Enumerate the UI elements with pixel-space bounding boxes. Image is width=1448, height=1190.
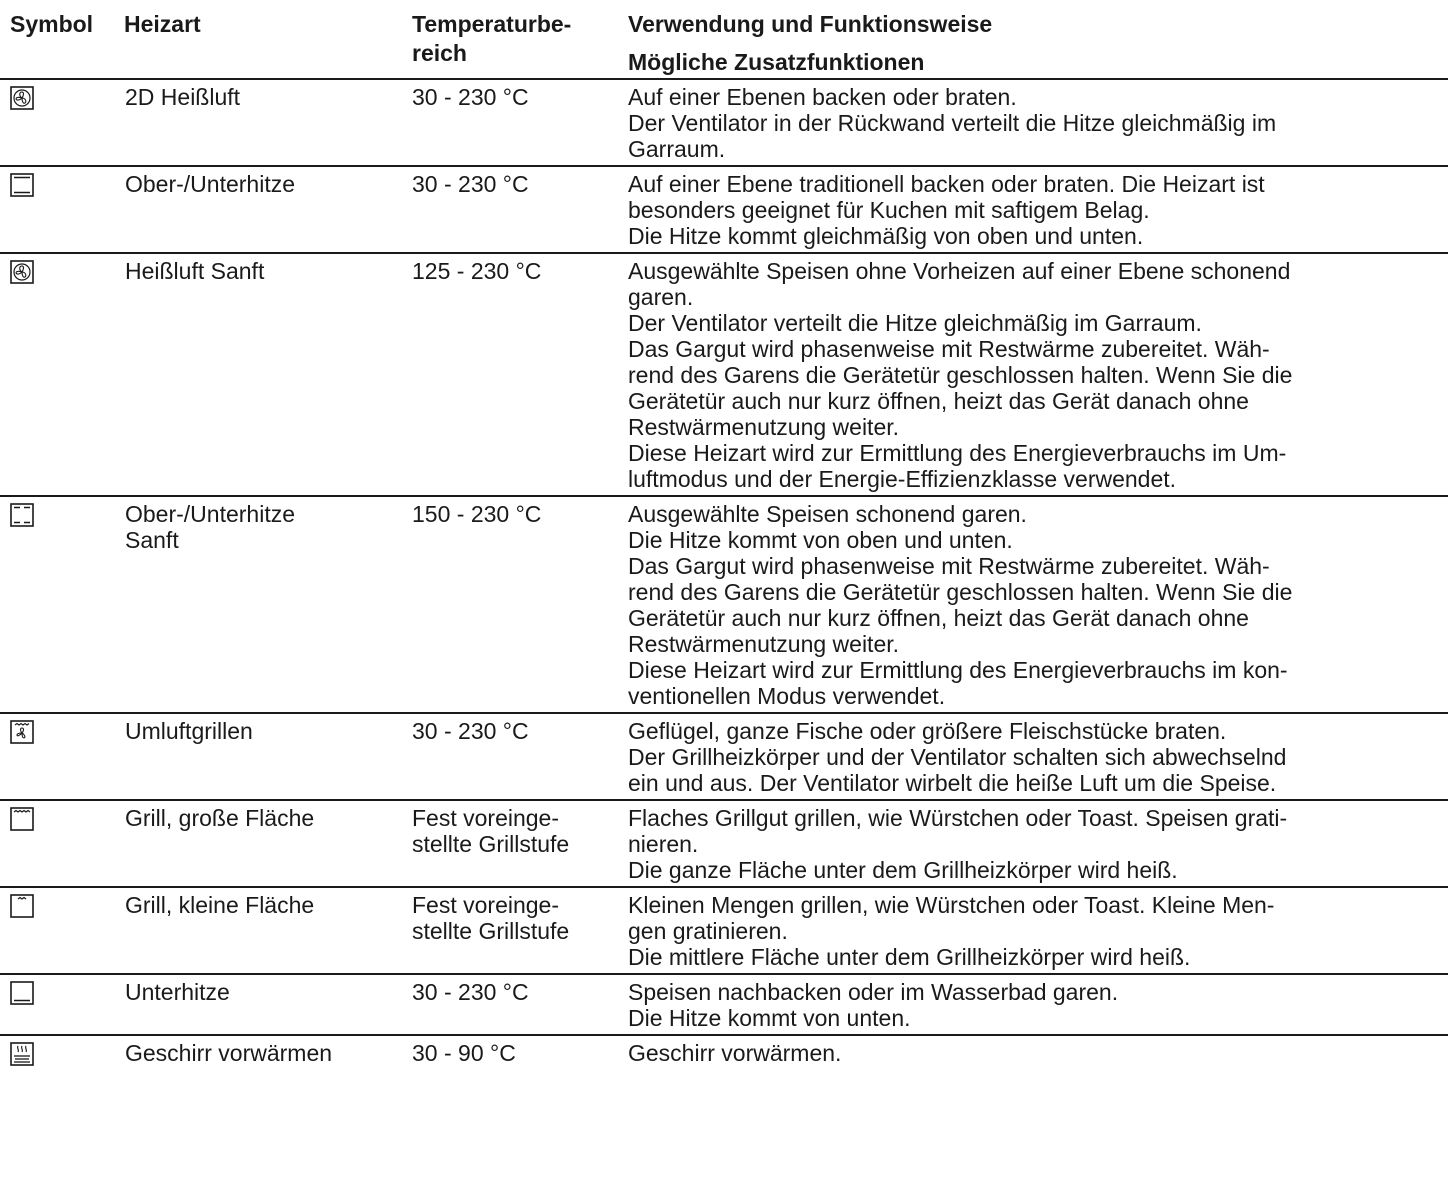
usage-line: Die ganze Fläche unter dem Grillheizkörper wird heiß. bbox=[628, 857, 1178, 883]
temperature-cell: 30 - 230 °C bbox=[412, 979, 529, 1005]
symbol-cell bbox=[0, 80, 112, 165]
usage-line: Die mittlere Fläche unter dem Grillheizkörper wird heiß. bbox=[628, 944, 1191, 970]
temperature-cell: 30 - 230 °C bbox=[412, 84, 529, 110]
temperature-cell: 30 - 230 °C bbox=[412, 718, 529, 744]
usage-line: Kleinen Mengen grillen, wie Würstchen oder Toast. Kleine Men- bbox=[628, 892, 1275, 918]
table-row bbox=[0, 886, 1448, 973]
usage-line: Speisen nachbacken oder im Wasserbad garen. bbox=[628, 979, 1119, 1005]
usage-line: Ausgewählte Speisen schonend garen. bbox=[628, 501, 1027, 527]
symbol-cell bbox=[0, 975, 112, 1034]
fan-icon bbox=[10, 86, 34, 110]
header-temperature bbox=[402, 8, 617, 77]
usage-cell bbox=[617, 167, 1448, 252]
temperature-cell: 30 - 230 °C bbox=[412, 171, 529, 197]
usage-line: garen. bbox=[628, 284, 694, 310]
usage-line: Restwärmenutzung weiter. bbox=[628, 631, 900, 657]
usage-line: rend des Garens die Gerätetür geschlossen halten. Wenn Sie die bbox=[628, 362, 1293, 388]
usage-line: Auf einer Ebene traditionell backen oder braten. Die Heizart ist bbox=[628, 171, 1265, 197]
usage-line: Ausgewählte Speisen ohne Vorheizen auf einer Ebene schonend bbox=[628, 258, 1291, 284]
usage-line: nieren. bbox=[628, 831, 699, 857]
usage-line: Flaches Grillgut grillen, wie Würstchen oder Toast. Speisen grati- bbox=[628, 805, 1288, 831]
header-symbol: Symbol bbox=[10, 11, 94, 37]
usage-cell bbox=[617, 80, 1448, 165]
usage-line: besonders geeignet für Kuchen mit saftigem Belag. bbox=[628, 197, 1150, 223]
usage-cell bbox=[617, 801, 1448, 886]
usage-line: Gerätetür auch nur kurz öffnen, heizt das Gerät danach ohne bbox=[628, 605, 1249, 631]
usage-line: Der Grillheizkörper und der Ventilator schalten sich abwechselnd bbox=[628, 744, 1287, 770]
usage-line: ventionellen Modus verwendet. bbox=[628, 683, 946, 709]
usage-line: rend des Garens die Gerätetür geschlossen halten. Wenn Sie die bbox=[628, 579, 1293, 605]
plate-warming-icon bbox=[10, 1042, 34, 1066]
table-row bbox=[0, 495, 1448, 712]
usage-cell bbox=[617, 497, 1448, 712]
usage-line: Gerätetür auch nur kurz öffnen, heizt das Gerät danach ohne bbox=[628, 388, 1249, 414]
usage-line: Diese Heizart wird zur Ermittlung des Energieverbrauchs im Um- bbox=[628, 440, 1287, 466]
heizart-cell: Ober-/Unterhitze Sanft bbox=[125, 501, 296, 553]
usage-line: Diese Heizart wird zur Ermittlung des Energieverbrauchs im kon- bbox=[628, 657, 1288, 683]
usage-line: Auf einer Ebenen backen oder braten. bbox=[628, 84, 1017, 110]
header-usage bbox=[617, 8, 1448, 77]
symbol-cell bbox=[0, 801, 112, 886]
usage-line: Der Ventilator verteilt die Hitze gleichmäßig im Garraum. bbox=[628, 310, 1202, 336]
heizart-cell: Ober-/Unterhitze bbox=[125, 171, 296, 197]
symbol-cell bbox=[0, 1036, 112, 1074]
bottom-heat-icon bbox=[10, 981, 34, 1005]
fan-gentle-icon bbox=[10, 260, 34, 284]
header-usage-title: Verwendung und Funktionsweise bbox=[628, 11, 993, 37]
symbol-cell bbox=[0, 714, 112, 799]
grill-large-icon bbox=[10, 807, 34, 831]
heizart-cell: 2D Heißluft bbox=[125, 84, 241, 110]
heizart-cell: Umluftgrillen bbox=[125, 718, 253, 744]
table-row bbox=[0, 712, 1448, 799]
usage-line: Geflügel, ganze Fische oder größere Fleischstücke braten. bbox=[628, 718, 1227, 744]
heizart-cell: Heißluft Sanft bbox=[125, 258, 265, 284]
header-temperature-text: Temperaturbe- reich bbox=[412, 11, 572, 66]
usage-line: luftmodus und der Energie-Effizienzklasse verwendet. bbox=[628, 466, 1177, 492]
temperature-cell: 30 - 90 °C bbox=[412, 1040, 516, 1066]
table-row bbox=[0, 78, 1448, 165]
usage-line: Geschirr vorwärmen. bbox=[628, 1040, 842, 1066]
temperature-cell: Fest voreinge- stellte Grillstufe bbox=[412, 805, 570, 857]
symbol-cell bbox=[0, 888, 112, 973]
heizart-cell: Unterhitze bbox=[125, 979, 230, 1005]
top-bottom-heat-icon bbox=[10, 173, 34, 197]
symbol-cell bbox=[0, 167, 112, 252]
heating-modes-table bbox=[0, 8, 1448, 1074]
table-row bbox=[0, 252, 1448, 495]
header-heizart: Heizart bbox=[124, 11, 201, 37]
temperature-cell: 125 - 230 °C bbox=[412, 258, 542, 284]
table-row bbox=[0, 165, 1448, 252]
usage-cell bbox=[617, 975, 1448, 1034]
usage-line: gen gratinieren. bbox=[628, 918, 788, 944]
table-header bbox=[0, 8, 1448, 78]
heizart-cell: Grill, kleine Fläche bbox=[125, 892, 315, 918]
usage-line: Das Gargut wird phasenweise mit Restwärme zubereitet. Wäh- bbox=[628, 553, 1270, 579]
usage-cell bbox=[617, 888, 1448, 973]
usage-cell bbox=[617, 714, 1448, 799]
usage-cell bbox=[617, 1036, 1448, 1074]
symbol-cell bbox=[0, 497, 112, 712]
heizart-cell: Geschirr vorwärmen bbox=[125, 1040, 333, 1066]
usage-line: Restwärmenutzung weiter. bbox=[628, 414, 900, 440]
grill-small-icon bbox=[10, 894, 34, 918]
usage-line: Der Ventilator in der Rückwand verteilt die Hitze gleichmäßig im bbox=[628, 110, 1277, 136]
table-row bbox=[0, 799, 1448, 886]
header-additional-functions: Mögliche Zusatzfunktionen bbox=[628, 49, 925, 75]
top-bottom-heat-gentle-icon bbox=[10, 503, 34, 527]
temperature-cell: Fest voreinge- stellte Grillstufe bbox=[412, 892, 570, 944]
usage-line: ein und aus. Der Ventilator wirbelt die heiße Luft um die Speise. bbox=[628, 770, 1277, 796]
heizart-cell: Grill, große Fläche bbox=[125, 805, 315, 831]
usage-line: Die Hitze kommt von unten. bbox=[628, 1005, 911, 1031]
usage-line: Die Hitze kommt gleichmäßig von oben und unten. bbox=[628, 223, 1144, 249]
table-row bbox=[0, 973, 1448, 1034]
usage-cell bbox=[617, 254, 1448, 495]
fan-grill-icon bbox=[10, 720, 34, 744]
symbol-cell bbox=[0, 254, 112, 495]
usage-line: Das Gargut wird phasenweise mit Restwärme zubereitet. Wäh- bbox=[628, 336, 1270, 362]
usage-line: Garraum. bbox=[628, 136, 726, 162]
table-body bbox=[0, 78, 1448, 1074]
temperature-cell: 150 - 230 °C bbox=[412, 501, 542, 527]
usage-line: Die Hitze kommt von oben und unten. bbox=[628, 527, 1013, 553]
table-row bbox=[0, 1034, 1448, 1074]
